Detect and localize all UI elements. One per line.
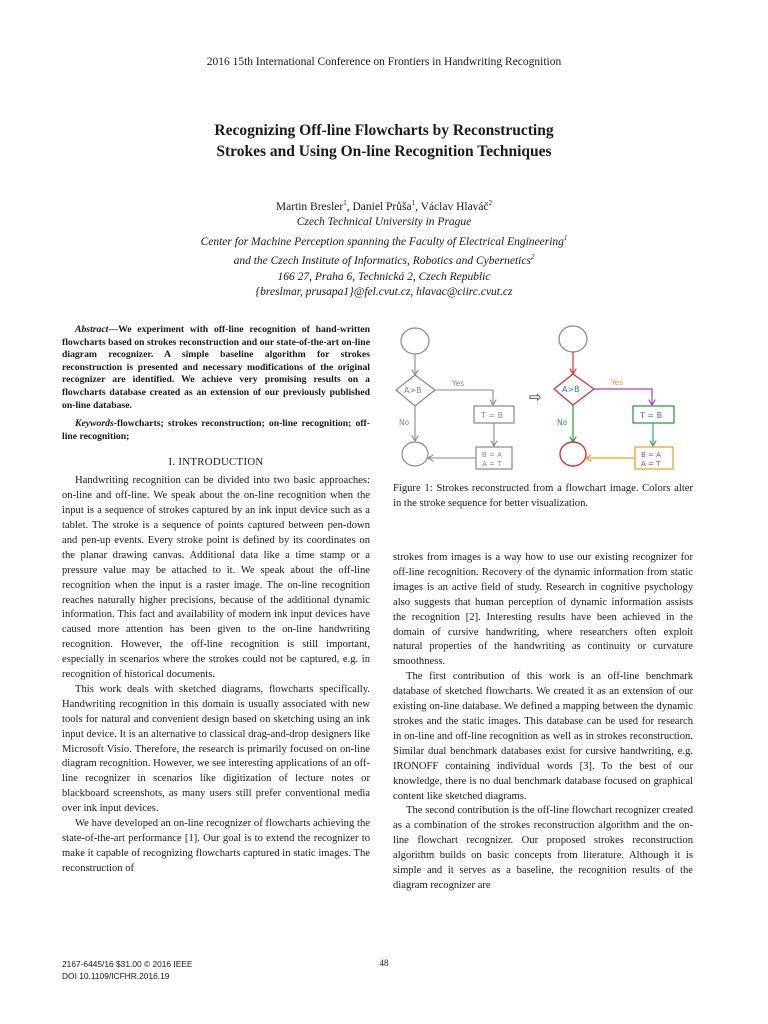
left-no-label: No xyxy=(399,418,410,427)
left-end-terminator xyxy=(402,442,428,466)
author-3: , Václav Hlaváč xyxy=(415,200,489,213)
figure-1-flowchart xyxy=(393,318,695,478)
page-number: 48 xyxy=(379,958,389,968)
right-start-terminator xyxy=(559,326,587,352)
footer-doi: DOI 10.1109/ICFHR.2016.19 xyxy=(62,971,170,981)
affiliation-cmp-sup: 1 xyxy=(563,234,568,243)
intro-paragraph-3: We have developed an on-line recognizer of flowcharts achieving the state-of-the-art performance [1]. Our goal is to extend the recognizer to make it capable of recognizing flowcharts captured in static images. The reconstruction of xyxy=(62,818,370,874)
keywords xyxy=(62,418,370,443)
affiliation-cmp-text: Center for Machine Perception spanning the Faculty of Electrical Engineering xyxy=(200,235,564,248)
right-end-terminator xyxy=(560,442,586,466)
section-heading-introduction: I. INTRODUCTION xyxy=(168,456,264,469)
left-flowchart xyxy=(396,328,514,469)
right-no-label: No xyxy=(557,418,568,427)
left-process-2-label-1: B = A xyxy=(482,451,502,459)
author-block xyxy=(90,196,678,301)
footer-issn: 2167-6445/16 $31.00 © 2016 IEEE xyxy=(62,959,193,969)
right-column xyxy=(393,551,693,894)
right-arrow-yes xyxy=(594,389,655,405)
left-decision-label: A>B xyxy=(404,386,422,395)
left-column xyxy=(62,324,370,877)
affiliation-ciirc xyxy=(90,250,678,269)
left-start-terminator xyxy=(401,328,429,354)
right-process-2-label-2: A = T xyxy=(641,460,661,468)
abstract-lead: Abstract xyxy=(75,324,109,335)
left-arrow-start-decision xyxy=(412,354,418,375)
left-arrow-no xyxy=(412,406,418,441)
intro-paragraph-4: The first contribution of this work is an off-line benchmark database of sketched flowcharts. We created it as an extension of our existing on-line database. We defined a mapping between the dynamic strokes and the static images. This database can be used for research in on-line and off-line recognition as well as in strokes reconstruction. Similar dual benchmark databases exist for cursive handwriting, e.g. IRONOFF containing individual words [3]. To the best of our knowledge, there is no dual benchmark database focused on graphical content like sketched diagrams. xyxy=(393,671,693,802)
intro-paragraph-5: The second contribution is the off-line flowchart recognizer created as a combination of the strokes reconstruction algorithm and the on-line flowchart recognizer. Our proposed strokes reconstruction algorithm builds on basic concepts from literature. Although it is simple and it serves as a baseline, the recognition results of the diagram recognizer are xyxy=(393,805,693,891)
right-process-1-label: T = B xyxy=(640,411,663,420)
paper-title xyxy=(90,120,678,162)
abstract xyxy=(62,324,370,412)
left-yes-label: Yes xyxy=(452,379,465,388)
keywords-lead: Keywords xyxy=(75,418,114,430)
conference-header: 2016 15th International Conference on Frontiers in Handwriting Recognition xyxy=(206,56,562,68)
title-line-1: Recognizing Off-line Flowcharts by Reconstructing xyxy=(214,122,554,139)
author-1: Martin Bresler xyxy=(275,200,344,213)
author-2-sup: 1 xyxy=(411,199,416,207)
left-process-1-label: T = B xyxy=(481,411,504,420)
left-process-2-label-2: A = T xyxy=(482,460,502,468)
right-decision-label: A>B xyxy=(562,385,580,394)
affiliation-cmp xyxy=(90,231,678,250)
right-arrow-no xyxy=(570,405,576,442)
author-1-sup: 1 xyxy=(343,199,347,207)
right-process-2-label-1: B = A xyxy=(641,451,661,459)
flowchart-figure-svg xyxy=(393,318,695,478)
intro-paragraph-3-continued: strokes from images is a way how to use our existing recognizer for off-line recognition. Recovery of the dynamic information from static images is an active field of study. Research in cognitive psychology also suggests that human perception of dynamic information assists the recognition [2]. Interesting results have been achieved in the domain of cursive handwriting, where researchers often exploit natural properties of the handwriting as continuity or curvature smoothness. xyxy=(393,552,693,668)
footer-copyright xyxy=(62,958,193,982)
right-flowchart xyxy=(554,326,674,469)
author-address: 166 27, Praha 6, Technická 2, Czech Republic xyxy=(277,270,491,283)
keywords-text: -flowcharts; strokes reconstruction; on-line recognition; off-line recognition; xyxy=(62,418,370,442)
affiliation-ciirc-text: and the Czech Institute of Informatics, Robotics and Cybernetics xyxy=(233,255,531,268)
title-line-2: Strokes and Using On-line Recognition Techniques xyxy=(216,143,552,160)
affiliation-ciirc-sup: 2 xyxy=(530,253,535,262)
left-arrow-process2-end xyxy=(428,455,476,461)
right-yes-label: Yes xyxy=(611,378,624,387)
author-emails: {breslmar, prusapa1}@fel.cvut.cz, hlavac@ciirc.cvut.cz xyxy=(255,286,513,299)
author-names xyxy=(90,196,678,215)
abstract-text: —We experiment with off-line recognition of hand-written flowcharts based on strokes reconstruction and our state-of-the-art on-line diagram recognizer. A simple baseline algorithm for strokes reconstruction is presented and necessary modifications of the original recognizer are identified. We achieve very promising results on a flowcharts database created as an extension of our previously published on-line database. xyxy=(62,324,370,411)
left-arrow-process1-process2 xyxy=(491,423,497,446)
right-arrow-process2-end xyxy=(586,455,635,461)
intro-paragraph-1: Handwriting recognition can be divided into two basic approaches: on-line and off-line. We speak about the on-line recognition when the input is a sequence of strokes captured by an ink input device such as a tablet. The stroke is a sequence of points captured between pen-down and pen-up events. Every stroke point is defined by its coordinates on the planar drawing canvas. Additional data like a time stamp or a pressure value may be attached to it. We speak about the off-line recognition when the input is a raster image. The on-line recognition reaches naturally higher precisions, because of the additional dynamic information. This fact and availability of modern ink input devices have caused more attention has been given to the on-line handwriting recognition. However, the off-line recognition is still important, especially in scenarios where the strokes could not be captured, e.g. in recognition of historical documents. xyxy=(62,475,370,681)
right-arrow-start-decision xyxy=(570,352,576,374)
author-3-sup: 2 xyxy=(488,199,493,207)
author-2: , Daniel Průša xyxy=(346,200,412,213)
right-arrow-process1-process2 xyxy=(650,423,656,446)
affiliation-university: Czech Technical University in Prague xyxy=(296,216,472,229)
left-arrow-yes xyxy=(435,390,496,405)
intro-paragraph-2: This work deals with sketched diagrams, flowcharts specifically. Handwriting recognition in this domain is usually associated with new tools for natural and convenient design based on sketching using an ink input device. It is an alternative to classical drag-and-drop designers like Microsoft Visio. Therefore, the research is primarily focused on on-line diagram recognition. However, we see interesting applications of an off-line recognizer in scenarios like digitization of lecture notes or blackboard screenshots, as many users still prefer conventional media over ink input devices. xyxy=(62,683,370,815)
figure-1-caption: Figure 1: Strokes reconstructed from a flowchart image. Colors alter in the stroke sequence for better visualization. xyxy=(393,483,693,509)
transform-arrow: ⇨ xyxy=(529,388,542,406)
